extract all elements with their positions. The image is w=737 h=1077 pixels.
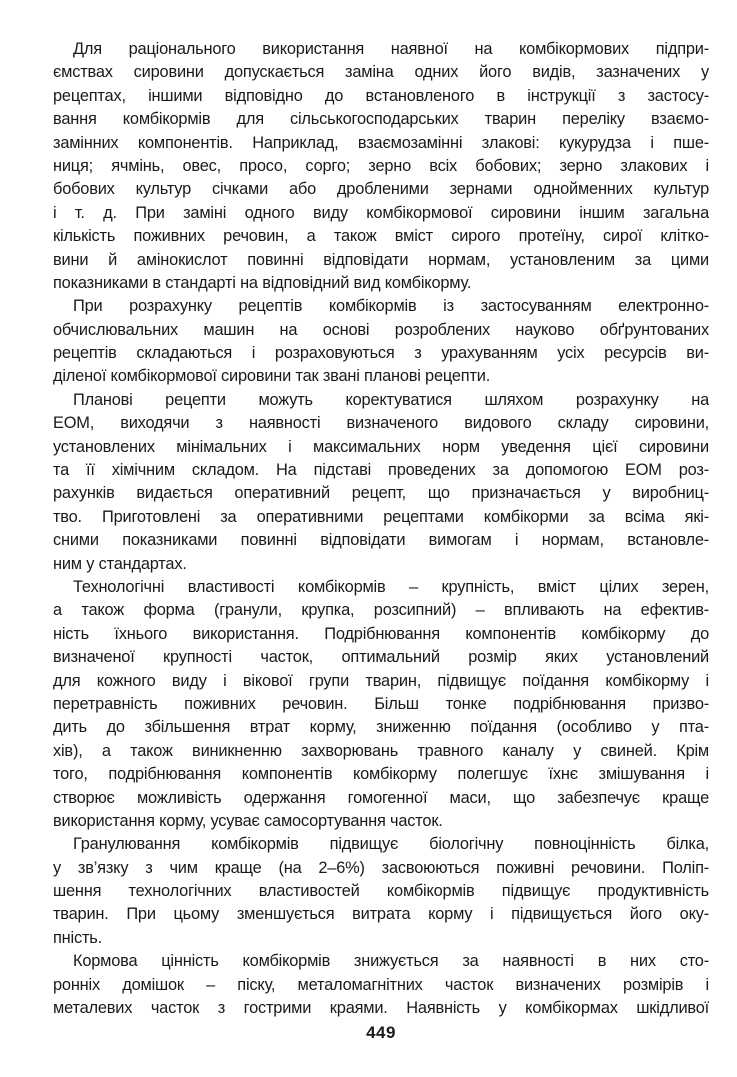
text-line: рецептах, іншими відповідно до встановленого в інструкції з застосу- [53, 86, 709, 105]
text-line: а також форма (гранули, крупка, розсипний) – впливають на ефектив- [53, 601, 709, 620]
text-line: обчислювальних машин на основі розроблених науково обґрунтованих [53, 320, 709, 339]
paragraph [53, 389, 709, 576]
text-line: Планові рецепти можуть коректуватися шляхом розрахунку на [73, 390, 709, 409]
text-line: тварин. При цьому зменшується витрата корму і підвищується його оку- [53, 905, 709, 924]
text-line: вання комбікормів для сільськогосподарських тварин переліку взаємо- [53, 110, 709, 129]
text-line: ємствах сировини допускається заміна одних його видів, зазначених у [53, 63, 709, 82]
text-line: діленої комбікормової сировини так звані планові рецепти. [53, 367, 491, 386]
body-text [53, 38, 709, 1020]
text-line: кількість поживних речовин, а також вміст сирого протеїну, сирої клітко- [53, 227, 709, 246]
text-line: визначеної крупності часток, оптимальний розмір яких установлений [53, 648, 709, 667]
text-line: Гранулювання комбікормів підвищує біологічну повноцінність білка, [73, 835, 709, 854]
text-line: установлених мінімальних і максимальних норм уведення цієї сировини [53, 437, 709, 456]
text-line: замінних компонентів. Наприклад, взаємозамінні злакові: кукурудза і пше- [53, 133, 709, 152]
text-line: у зв’язку з чим краще (на 2–6%) засвоюються поживні речовини. Поліп- [53, 858, 709, 877]
text-line: тво. Приготовлені за оперативними рецептами комбікорми за всіма які- [53, 507, 709, 526]
text-line: ниця; ячмінь, овес, просо, сорго; зерно всіх бобових; зерно злакових і [53, 156, 709, 175]
text-line: Технологічні властивості комбікормів – крупність, вміст цілих зерен, [73, 577, 709, 596]
book-page [53, 38, 709, 1042]
text-line: дить до збільшення втрат корму, зниженню поїдання (особливо у пта- [53, 718, 709, 737]
text-line: ЕОМ, виходячи з наявності визначеного видового складу сировини, [53, 414, 709, 433]
paragraph [53, 38, 709, 295]
text-line: рецептів складаються і розраховуються з урахуванням усіх ресурсів ви- [53, 344, 709, 363]
text-line: При розрахунку рецептів комбікормів із застосуванням електронно- [73, 297, 709, 316]
text-line: ність їхнього використання. Подрібнювання компонентів комбікорму до [53, 624, 709, 643]
text-line: для кожного виду і вікової групи тварин, підвищує поїдання комбікорму і [53, 671, 709, 690]
text-line: ронніх домішок – піску, металомагнітних часток визначених розмірів і [53, 975, 709, 994]
text-line: створює можливість одержання гомогенної маси, що забезпечує краще [53, 788, 709, 807]
text-line: ним у стандартах. [53, 554, 187, 573]
text-line: Для раціонального використання наявної на комбікормових підпри- [73, 40, 709, 58]
page-number: 449 [366, 1023, 396, 1042]
text-line: Кормова цінність комбікормів знижується за наявності в них сто- [73, 952, 709, 971]
text-line: та її хімічним складом. На підставі проведених за допомогою ЕОМ роз- [53, 461, 709, 480]
text-line: пність. [53, 928, 102, 947]
text-line: металевих часток з гострими краями. Наявність у комбікормах шкідливої [53, 999, 709, 1018]
text-line: перетравність поживних речовин. Більш тонке подрібнювання призво- [53, 694, 709, 713]
paragraph [53, 295, 709, 389]
text-line: шення технологічних властивостей комбікормів підвищує продуктивність [53, 882, 709, 901]
text-line: сними показниками повинні відповідати вимогам і нормам, встановле- [53, 531, 709, 550]
text-line: показниками в стандарті на відповідний вид комбікорму. [53, 273, 472, 292]
paragraph [53, 576, 709, 833]
text-line: хів), а також виникненню захворювань травного каналу у свиней. Крім [53, 741, 709, 760]
text-line: і т. д. При заміні одного виду комбікормової сировини іншим загальна [53, 203, 709, 222]
text-line: використання корму, усуває самосортування часток. [53, 811, 443, 830]
text-line: рахунків видається оперативний рецепт, що призначається у виробниц- [53, 484, 709, 503]
text-line: бобових культур січками або дробленими зернами однойменних культур [53, 180, 709, 199]
paragraph [53, 950, 709, 1020]
text-line: вини й амінокислот повинні відповідати нормам, установленим за цими [53, 250, 709, 269]
text-line: того, подрібнювання компонентів комбікорму полегшує їхнє змішування і [53, 765, 709, 784]
paragraph [53, 833, 709, 950]
